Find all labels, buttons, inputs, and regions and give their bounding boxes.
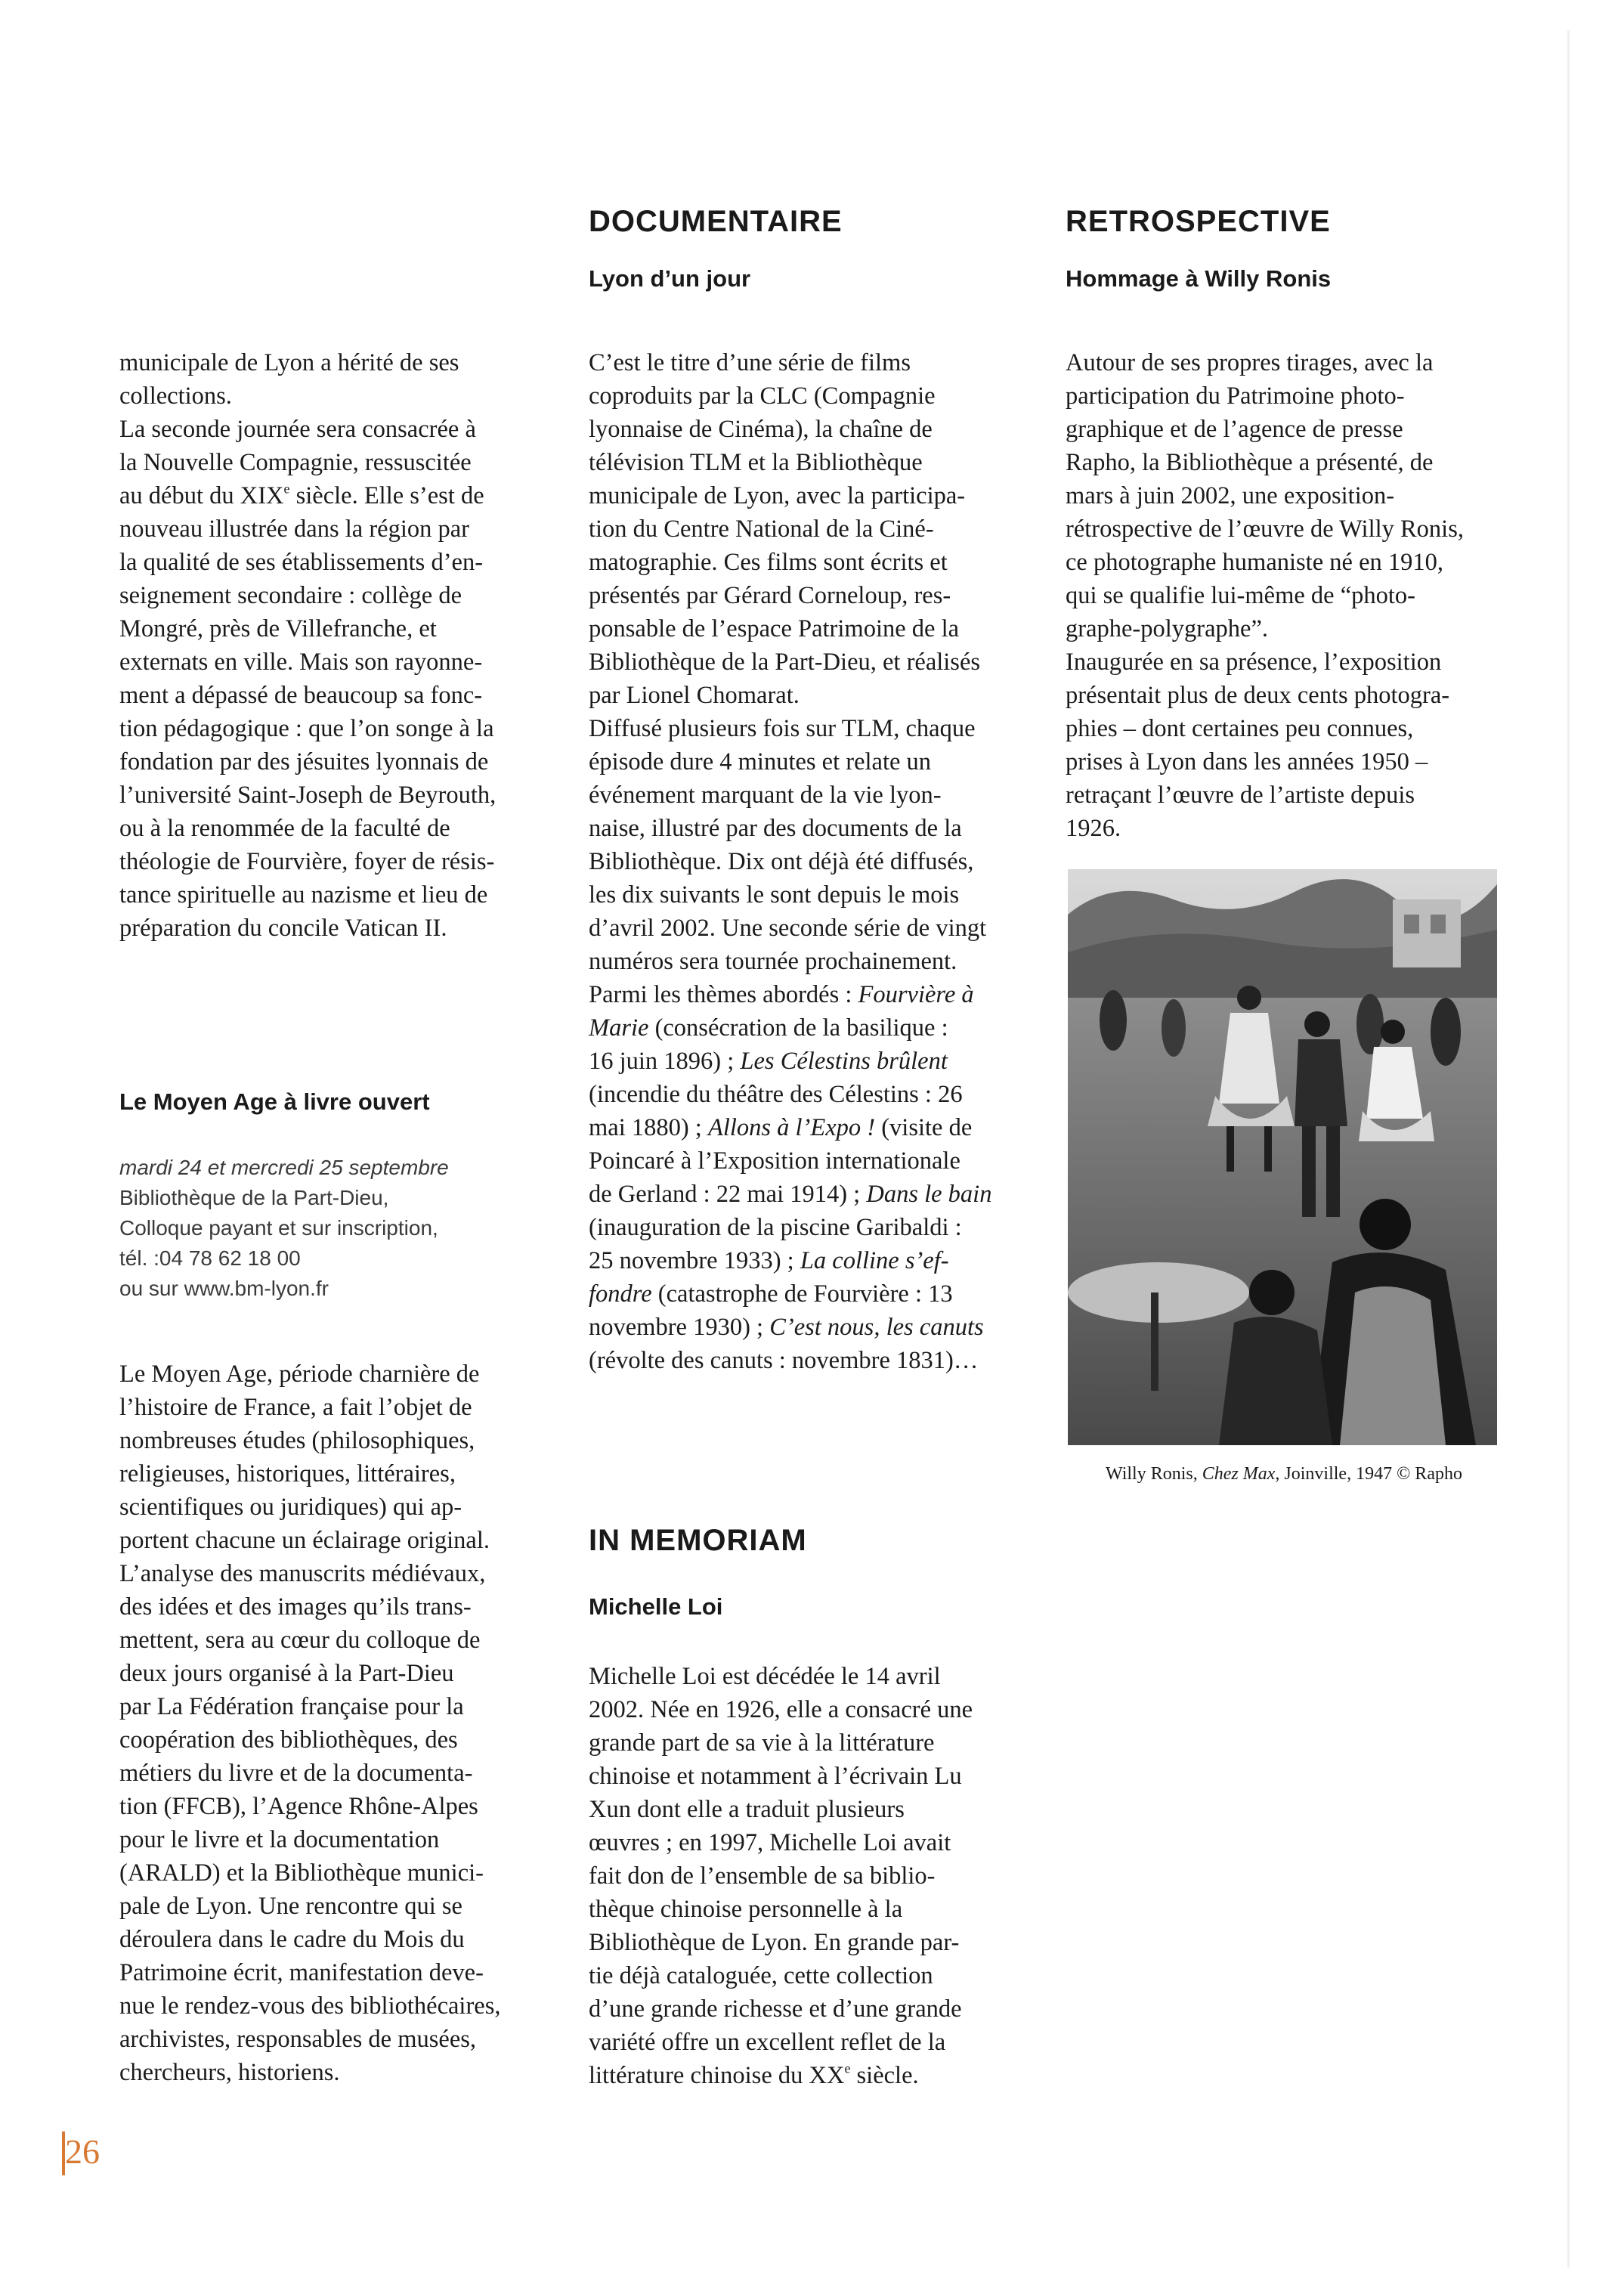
- text-line: tance spirituelle au nazisme et lieu de: [119, 881, 488, 909]
- section-subtitle: Hommage à Willy Ronis: [1066, 265, 1332, 292]
- text-line: coproduits par la CLC (Compagnie: [589, 382, 936, 410]
- text-line: chinoise et notamment à l’écrivain Lu: [589, 1763, 962, 1790]
- text-line: Poincaré à l’Exposition internationale: [589, 1147, 960, 1175]
- text-line: d’avril 2002. Une seconde série de vingt: [589, 915, 987, 942]
- text-line: prises à Lyon dans les années 1950 –: [1066, 748, 1428, 776]
- text-line: tion pédagogique : que l’on songe à la: [119, 715, 494, 742]
- text-line: Le Moyen Age, période charnière de: [119, 1361, 480, 1388]
- memoriam-body: [589, 1660, 1021, 2092]
- text-line: fondation par des jésuites lyonnais de: [119, 748, 489, 776]
- text-line: pour le livre et la documentation: [119, 1826, 440, 1853]
- dance-photograph: [1068, 869, 1497, 1445]
- event-website: ou sur www.bm-lyon.fr: [119, 1277, 329, 1300]
- section-subtitle: Michelle Loi: [589, 1593, 723, 1620]
- retrospective-body: [1066, 346, 1498, 845]
- event-conditions: Colloque payant et sur inscription,: [119, 1216, 438, 1240]
- text-line: Parmi les thèmes abordés : Fourvière à: [589, 981, 974, 1008]
- text-line: participation du Patrimoine photo-: [1066, 382, 1405, 410]
- text-line: seignement secondaire : collège de: [119, 582, 462, 609]
- text-line: Bibliothèque. Dix ont déjà été diffusés,: [589, 848, 974, 875]
- text-line: les dix suivants le sont depuis le mois: [589, 881, 960, 909]
- text-line: phies – dont certaines peu connues,: [1066, 715, 1414, 742]
- text-line: l’université Saint-Joseph de Beyrouth,: [119, 782, 496, 809]
- text-line: municipale de Lyon, avec la participa-: [589, 482, 966, 509]
- text-line: nouveau illustrée dans la région par: [119, 515, 469, 543]
- text-line: lyonnaise de Cinéma), la chaîne de: [589, 416, 933, 443]
- text-line: tion (FFCB), l’Agence Rhône-Alpes: [119, 1793, 478, 1820]
- documentaire-body: [589, 346, 1021, 1377]
- text-line: archivistes, responsables de musées,: [119, 2026, 477, 2053]
- text-line: Autour de ses propres tirages, avec la: [1066, 349, 1434, 376]
- text-line: variété offre un excellent reflet de la: [589, 2029, 946, 2056]
- text-line: religieuses, historiques, littéraires,: [119, 1460, 456, 1488]
- text-line: mai 1880) ; Allons à l’Expo ! (visite de: [589, 1114, 973, 1141]
- text-line: scientifiques ou juridiques) qui ap-: [119, 1494, 462, 1521]
- text-line: Diffusé plusieurs fois sur TLM, chaque: [589, 715, 976, 742]
- text-line: naise, illustré par des documents de la: [589, 815, 962, 842]
- text-line: 1926.: [1066, 815, 1121, 842]
- event-venue: Bibliothèque de la Part-Dieu,: [119, 1186, 389, 1209]
- text-line: Bibliothèque de la Part-Dieu, et réalisés: [589, 649, 981, 676]
- text-line: théologie de Fourvière, foyer de résis-: [119, 848, 495, 875]
- text-line: L’analyse des manuscrits médiévaux,: [119, 1560, 486, 1587]
- text-line: présentés par Gérard Corneloup, res-: [589, 582, 951, 609]
- text-line: 2002. Née en 1926, elle a consacré une: [589, 1696, 973, 1723]
- text-line: métiers du livre et de la documenta-: [119, 1760, 473, 1787]
- text-line: fondre (catastrophe de Fourvière : 13: [589, 1280, 953, 1308]
- text-line: Bibliothèque de Lyon. En grande par-: [589, 1929, 960, 1956]
- text-line: Michelle Loi est décédée le 14 avril: [589, 1663, 941, 1690]
- text-line: la qualité de ses établissements d’en-: [119, 549, 484, 576]
- retrospective-section: [1066, 206, 1498, 290]
- text-line: chercheurs, historiens.: [119, 2059, 340, 2086]
- text-line: portent chacune un éclairage original.: [119, 1527, 490, 1554]
- text-line: l’histoire de France, a fait l’objet de: [119, 1394, 472, 1421]
- article-body: [119, 1358, 551, 2089]
- text-line: épisode dure 4 minutes et relate un: [589, 748, 932, 776]
- text-line: nombreuses études (philosophiques,: [119, 1427, 475, 1454]
- article-body: [1066, 346, 1498, 845]
- text-line: (inauguration de la piscine Garibaldi :: [589, 1214, 962, 1241]
- text-line: pale de Lyon. Une rencontre qui se: [119, 1893, 462, 1920]
- text-line: Marie (consécration de la basilique :: [589, 1014, 948, 1042]
- text-line: littérature chinoise du XXe siècle.: [589, 2060, 919, 2089]
- text-line: par Lionel Chomarat.: [589, 682, 800, 709]
- article-body: [589, 1660, 1021, 2092]
- text-line: au début du XIXe siècle. Elle s’est de: [119, 481, 484, 509]
- text-line: préparation du concile Vatican II.: [119, 915, 447, 942]
- text-line: des idées et des images qu’ils trans-: [119, 1593, 472, 1621]
- text-line: grande part de sa vie à la littérature: [589, 1729, 935, 1757]
- text-line: ponsable de l’espace Patrimoine de la: [589, 615, 960, 642]
- page-edge: [1567, 30, 1570, 2268]
- text-line: œuvres ; en 1997, Michelle Loi avait: [589, 1829, 951, 1856]
- text-line: qui se qualifie lui-même de “photo-: [1066, 582, 1415, 609]
- event-dates: mardi 24 et mercredi 25 septembre: [119, 1156, 449, 1179]
- text-line: la Nouvelle Compagnie, ressuscitée: [119, 449, 472, 476]
- text-line: déroulera dans le cadre du Mois du: [119, 1926, 465, 1953]
- event-info: [119, 1153, 551, 1304]
- text-line: mettent, sera au cœur du colloque de: [119, 1627, 481, 1654]
- text-line: matographie. Ces films sont écrits et: [589, 549, 948, 576]
- page-number: [59, 2131, 104, 2175]
- text-line: graphe-polygraphe”.: [1066, 615, 1268, 642]
- text-line: mars à juin 2002, une exposition-: [1066, 482, 1395, 509]
- article-body: [589, 346, 1021, 1377]
- text-line: collections.: [119, 382, 232, 410]
- text-line: thèque chinoise personnelle à la: [589, 1896, 903, 1923]
- text-line: (ARALD) et la Bibliothèque munici-: [119, 1859, 484, 1887]
- text-line: ce photographe humaniste né en 1910,: [1066, 549, 1443, 576]
- text-line: nue le rendez-vous des bibliothécaires,: [119, 1992, 501, 2020]
- moyen-age-body: [119, 1358, 551, 2089]
- moyen-age-section: [119, 1090, 551, 1304]
- text-line: d’une grande richesse et d’une grande: [589, 1995, 962, 2023]
- text-line: fait don de l’ensemble de sa biblio-: [589, 1862, 936, 1890]
- text-line: (révolte des canuts : novembre 1831)…: [589, 1347, 979, 1374]
- page-number-text: 26: [65, 2132, 100, 2171]
- text-line: présentait plus de deux cents photogra-: [1066, 682, 1450, 709]
- text-line: 25 novembre 1933) ; La colline s’ef-: [589, 1247, 949, 1274]
- photo-caption: Willy Ronis, Chez Max, Joinville, 1947 © Rapho: [1106, 1464, 1462, 1484]
- text-line: numéros sera tournée prochainement.: [589, 948, 957, 975]
- text-line: ment a dépassé de beaucoup sa fonc-: [119, 682, 483, 709]
- text-line: novembre 1930) ; C’est nous, les canuts: [589, 1314, 984, 1341]
- section-title: RETROSPECTIVE: [1066, 205, 1331, 238]
- text-line: C’est le titre d’une série de films: [589, 349, 911, 376]
- text-line: tion du Centre National de la Ciné-: [589, 515, 934, 543]
- text-line: ou à la renommée de la faculté de: [119, 815, 450, 842]
- section-subtitle: Le Moyen Age à livre ouvert: [119, 1088, 430, 1115]
- text-line: retraçant l’œuvre de l’artiste depuis: [1066, 782, 1415, 809]
- text-line: municipale de Lyon a hérité de ses: [119, 349, 459, 376]
- documentaire-section: [589, 206, 1021, 290]
- text-line: télévision TLM et la Bibliothèque: [589, 449, 923, 476]
- text-line: Inaugurée en sa présence, l’exposition: [1066, 649, 1442, 676]
- memoriam-section: [589, 1525, 1021, 1618]
- text-line: externats en ville. Mais son rayonne-: [119, 649, 483, 676]
- text-line: deux jours organisé à la Part-Dieu: [119, 1660, 454, 1687]
- text-line: (incendie du théâtre des Célestins : 26: [589, 1081, 963, 1108]
- text-line: événement marquant de la vie lyon-: [589, 782, 942, 809]
- text-line: rétrospective de l’œuvre de Willy Ronis,: [1066, 515, 1464, 543]
- text-line: Patrimoine écrit, manifestation deve-: [119, 1959, 484, 1986]
- section-subtitle: Lyon d’un jour: [589, 265, 751, 292]
- text-line: de Gerland : 22 mai 1914) ; Dans le bain: [589, 1181, 992, 1208]
- section-title: IN MEMORIAM: [589, 1524, 807, 1557]
- column-1-intro: [119, 346, 551, 945]
- article-continuation: [119, 346, 551, 945]
- text-line: Mongré, près de Villefranche, et: [119, 615, 437, 642]
- text-line: par La Fédération française pour la: [119, 1693, 464, 1720]
- section-title: DOCUMENTAIRE: [589, 205, 843, 238]
- text-line: tie déjà cataloguée, cette collection: [589, 1962, 933, 1989]
- text-line: La seconde journée sera consacrée à: [119, 416, 476, 443]
- text-line: Xun dont elle a traduit plusieurs: [589, 1796, 905, 1823]
- text-line: 16 juin 1896) ; Les Célestins brûlent: [589, 1048, 948, 1075]
- text-line: coopération des bibliothèques, des: [119, 1726, 458, 1754]
- text-line: Rapho, la Bibliothèque a présenté, de: [1066, 449, 1434, 476]
- text-line: graphique et de l’agence de presse: [1066, 416, 1403, 443]
- event-phone: tél. :04 78 62 18 00: [119, 1246, 301, 1270]
